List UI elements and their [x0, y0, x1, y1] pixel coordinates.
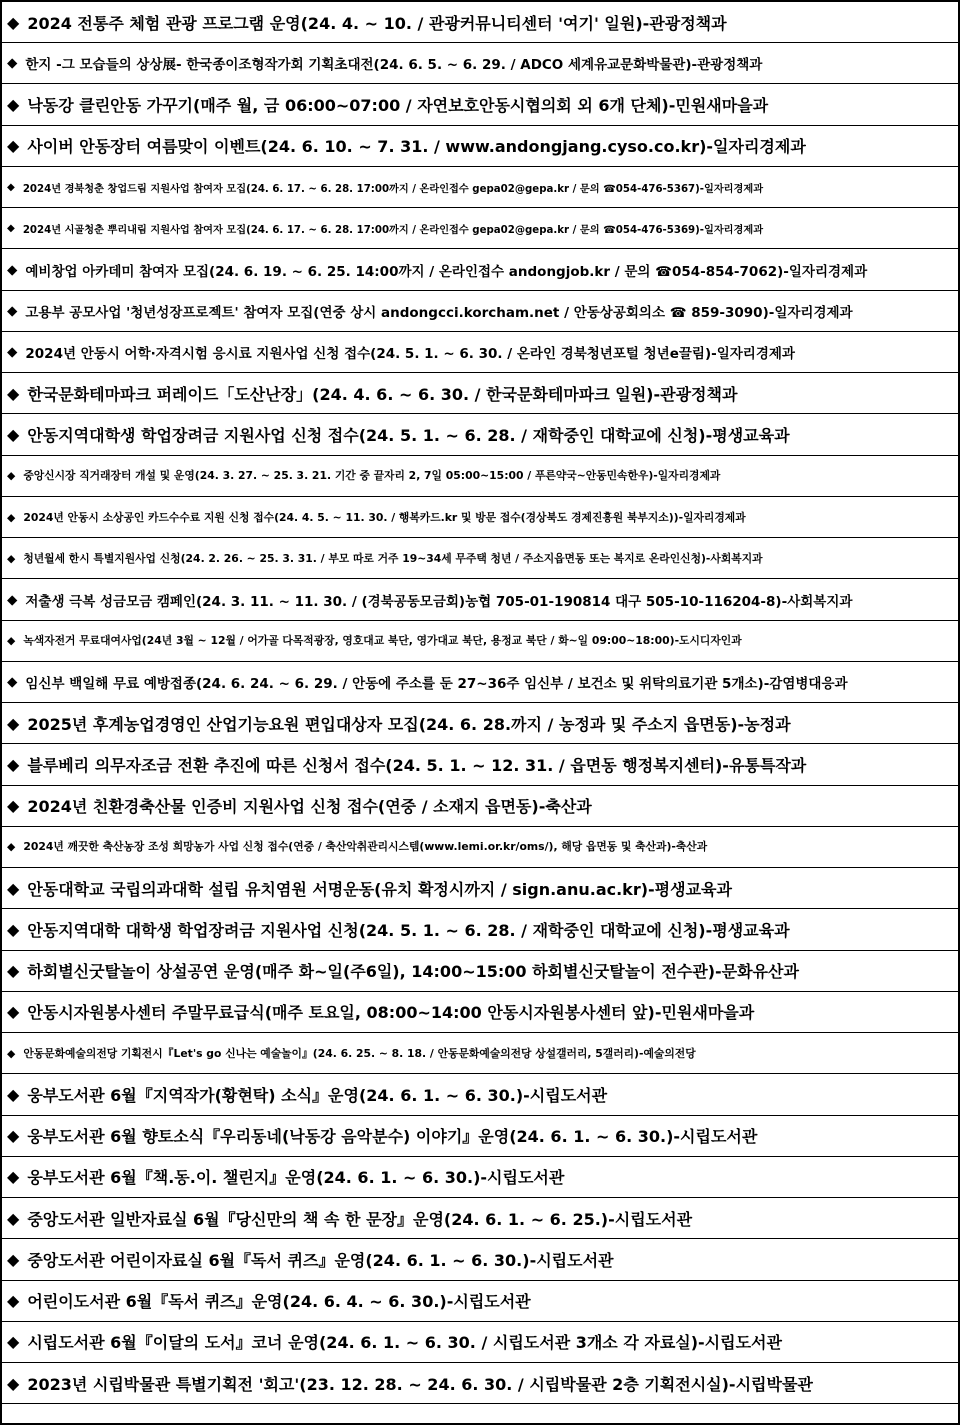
notice-text: 어린이도서관 6월『독서 퀴즈』운영(24. 6. 4. ~ 6. 30.)-시립도서관 — [27, 1292, 531, 1312]
notice-item — [0, 621, 960, 662]
notice-text: 2024년 안동시 소상공인 카드수수료 지원 신청 접수(24. 4. 5. ~ 11. 30. / 행복카드.kr 및 방문 접수(경상북도 경제진흥원 북부지소))-일자리경제과 — [23, 510, 746, 524]
diamond-bullet-icon: ◆ — [7, 95, 20, 115]
notice-text: 2024년 깨끗한 축산농장 조성 희망농가 사업 신청 접수(연중 / 축산악취관리시스템(www.lemi.or.kr/oms/), 해당 읍면동 및 축산과)-축산과 — [23, 840, 708, 854]
diamond-bullet-icon: ◆ — [7, 1126, 20, 1146]
notice-text: 안동문화예술의전당 기획전시『Let's go 신나는 예술놀이』(24. 6. 25. ~ 8. 18. / 안동문화예술의전당 상설갤러리, 5갤러리)-예술의전당 — [23, 1046, 696, 1060]
notice-item — [0, 538, 960, 579]
notice-item — [0, 1033, 960, 1074]
notice-item — [0, 992, 960, 1033]
diamond-bullet-icon: ◆ — [7, 222, 15, 234]
notice-item — [0, 786, 960, 827]
notice-text: 시립도서관 6월『이달의 도서』코너 운영(24. 6. 1. ~ 6. 30. / 시립도서관 3개소 각 자료실)-시립도서관 — [27, 1333, 782, 1353]
diamond-bullet-icon: ◆ — [7, 261, 18, 278]
notice-item — [0, 909, 960, 950]
notice-item — [0, 1281, 960, 1322]
notice-text: 하회별신굿탈놀이 상설공연 운영(매주 화~일(주6일), 14:00~15:00 하회별신굿탈놀이 전수관)-문화유산과 — [27, 962, 799, 982]
diamond-bullet-icon: ◆ — [7, 551, 16, 565]
notice-text: 웅부도서관 6월 향토소식『우리동네(낙동강 음악분수) 이야기』운영(24. 6. 1. ~ 6. 30.)-시립도서관 — [27, 1127, 758, 1147]
notice-text: 안동지역대학 대학생 학업장려금 지원사업 신청(24. 5. 1. ~ 6. 28. / 재학중인 대학교에 신청)-평생교육과 — [27, 920, 790, 940]
diamond-bullet-icon: ◆ — [7, 919, 20, 939]
notice-text: 안동지역대학생 학업장려금 지원사업 신청 접수(24. 5. 1. ~ 6. 28. / 재학중인 대학교에 신청)-평생교육과 — [27, 426, 790, 446]
diamond-bullet-icon: ◆ — [7, 1373, 20, 1393]
notice-text: 2024년 안동시 어학·자격시험 응시료 지원사업 신청 접수(24. 5. 1. ~ 6. 30. / 온라인 경북청년포털 청년e끌림)-일자리경제과 — [25, 346, 795, 363]
diamond-bullet-icon: ◆ — [7, 591, 18, 608]
notice-item — [0, 497, 960, 538]
notice-text: 2024년 경북청춘 창업드림 지원사업 참여자 모집(24. 6. 17. ~ 6. 28. 17:00까지 / 온라인접수 gepa02@gepa.kr / 문의 ☎054-476-5367)-일자리경제과 — [22, 183, 764, 195]
notice-text: 안동시자원봉사센터 주말무료급식(매주 토요일, 08:00~14:00 안동시자원봉사센터 앞)-민원새마을과 — [27, 1003, 755, 1023]
diamond-bullet-icon: ◆ — [7, 755, 20, 774]
notice-item — [0, 1157, 960, 1198]
diamond-bullet-icon: ◆ — [7, 136, 20, 156]
notice-text: 2024 전통주 체험 관광 프로그램 운영(24. 4. ~ 10. / 관광커뮤니티센터 '여기' 일원)-관광정책과 — [27, 13, 727, 33]
notice-item — [0, 744, 960, 785]
notice-item — [0, 373, 960, 414]
diamond-bullet-icon: ◆ — [7, 1291, 20, 1311]
notice-text: 한국문화테마파크 퍼레이드「도산난장」(24. 4. 6. ~ 6. 30. / 한국문화테마파크 일원)-관광정책과 — [27, 384, 738, 404]
diamond-bullet-icon: ◆ — [7, 469, 16, 483]
notice-item — [0, 2, 960, 43]
notice-item — [0, 1363, 960, 1404]
notice-item — [0, 703, 960, 744]
notice-text: 중앙신시장 직거래장터 개설 및 운영(24. 3. 27. ~ 25. 3. 21. 기간 중 끝자리 2, 7일 05:00~15:00 / 푸른약국~안동민속한우)-일자리경제과 — [23, 469, 721, 483]
notice-item — [0, 1322, 960, 1363]
diamond-bullet-icon: ◆ — [7, 181, 15, 193]
notice-item — [0, 414, 960, 455]
notice-text: 중앙도서관 어린이자료실 6월『독서 퀴즈』운영(24. 6. 1. ~ 6. 30.)-시립도서관 — [27, 1250, 614, 1270]
notice-item — [0, 167, 960, 208]
notice-text: 예비창업 아카데미 참여자 모집(24. 6. 19. ~ 6. 25. 14:00까지 / 온라인접수 andongjob.kr / 문의 ☎054-854-7062)-일자리경제과 — [25, 263, 868, 280]
diamond-bullet-icon: ◆ — [7, 1046, 16, 1060]
diamond-bullet-icon: ◆ — [7, 510, 16, 524]
diamond-bullet-icon: ◆ — [7, 796, 20, 816]
notice-item — [0, 84, 960, 125]
diamond-bullet-icon: ◆ — [7, 55, 18, 72]
diamond-bullet-icon: ◆ — [7, 713, 20, 733]
notice-text: 저출생 극복 성금모금 캠페인(24. 3. 11. ~ 11. 30. / (경북공동모금회)농협 705-01-190814 대구 505-10-116204-8)-사회복지과 — [25, 593, 853, 610]
notice-item — [0, 1116, 960, 1157]
diamond-bullet-icon: ◆ — [7, 425, 20, 445]
notice-item — [0, 868, 960, 909]
notice-item — [0, 1198, 960, 1239]
notice-text: 2025년 후계농업경영인 산업기능요원 편입대상자 모집(24. 6. 28.까지 / 농정과 및 주소지 읍면동)-농정과 — [27, 714, 791, 734]
notice-text: 2024년 친환경축산물 인증비 지원사업 신청 접수(연중 / 소재지 읍면동)-축산과 — [27, 797, 592, 817]
notice-item — [0, 208, 960, 249]
diamond-bullet-icon: ◆ — [7, 344, 18, 361]
diamond-bullet-icon: ◆ — [7, 634, 16, 648]
notice-text: 청년월세 한시 특별지원사업 신청(24. 2. 26. ~ 25. 3. 31. / 부모 따로 거주 19~34세 무주택 청년 / 주소지읍면동 또는 복지로 온라인신청)-사회복지과 — [23, 551, 763, 565]
notice-text: 안동대학교 국립의과대학 설립 유치염원 서명운동(유치 확정시까지 / sign.anu.ac.kr)-평생교육과 — [27, 879, 732, 899]
notice-item — [0, 827, 960, 868]
diamond-bullet-icon: ◆ — [7, 1208, 20, 1228]
notice-text: 웅부도서관 6월『지역작가(황현탁) 소식』운영(24. 6. 1. ~ 6. 30.)-시립도서관 — [27, 1085, 608, 1105]
notice-text: 2024년 시골청춘 뿌리내림 지원사업 참여자 모집(24. 6. 17. ~ 6. 28. 17:00까지 / 온라인접수 gepa02@gepa.kr / 문의 ☎054-476-5369)-일자리경제과 — [22, 224, 764, 236]
notice-text: 웅부도서관 6월『책.동.이. 챌린지』운영(24. 6. 1. ~ 6. 30.)-시립도서관 — [27, 1168, 565, 1188]
diamond-bullet-icon: ◆ — [7, 1084, 20, 1104]
notice-item — [0, 662, 960, 703]
diamond-bullet-icon: ◆ — [7, 383, 20, 403]
notice-text: 사이버 안동장터 여름맞이 이벤트(24. 6. 10. ~ 7. 31. / www.andongjang.cyso.co.kr)-일자리경제과 — [27, 137, 806, 157]
diamond-bullet-icon: ◆ — [7, 302, 18, 319]
diamond-bullet-icon: ◆ — [7, 840, 16, 854]
notice-text: 낙동강 클린안동 가꾸기(매주 월, 금 06:00~07:00 / 자연보호안동시협의회 외 6개 단체)-민원새마을과 — [27, 96, 769, 116]
diamond-bullet-icon: ◆ — [7, 1332, 20, 1352]
diamond-bullet-icon: ◆ — [7, 878, 20, 898]
notice-item — [0, 579, 960, 620]
notice-text: 고용부 공모사업 '청년성장프로젝트' 참여자 모집(연중 상시 andongcci.korcham.net / 안동상공회의소 ☎ 859-3090)-일자리경제과 — [25, 304, 853, 321]
notice-item — [0, 1239, 960, 1280]
notice-item — [0, 456, 960, 497]
notice-item — [0, 332, 960, 373]
diamond-bullet-icon: ◆ — [7, 12, 20, 32]
notice-text: 한지 -그 모습들의 상상展- 한국종이조형작가회 기획초대전(24. 6. 5. ~ 6. 29. / ADCO 세계유교문화박물관)-관광정책과 — [25, 57, 763, 74]
diamond-bullet-icon: ◆ — [7, 1167, 20, 1187]
diamond-bullet-icon: ◆ — [7, 1002, 20, 1022]
notice-text: 임신부 백일해 무료 예방접종(24. 6. 24. ~ 6. 29. / 안동에 주소를 둔 27~36주 임신부 / 보건소 및 위탁의료기관 5개소)-감염병대응과 — [25, 676, 848, 693]
diamond-bullet-icon: ◆ — [7, 961, 20, 981]
notice-item — [0, 951, 960, 992]
notice-item — [0, 249, 960, 290]
notice-item — [0, 1074, 960, 1115]
diamond-bullet-icon: ◆ — [7, 674, 18, 691]
notice-text: 2023년 시립박물관 특별기획전 '회고'(23. 12. 28. ~ 24. 6. 30. / 시립박물관 2층 기획전시실)-시립박물관 — [27, 1374, 813, 1394]
notice-item — [0, 291, 960, 332]
notice-item — [0, 126, 960, 167]
notice-item — [0, 43, 960, 84]
notice-text: 녹색자전거 무료대여사업(24년 3월 ~ 12월 / 어가골 다목적광장, 영호대교 북단, 영가대교 북단, 용정교 북단 / 화~일 09:00~18:00)-도시디자인과 — [23, 634, 742, 648]
notice-text: 블루베리 의무자조금 전환 추진에 따른 신청서 접수(24. 5. 1. ~ 12. 31. / 읍면동 행정복지센터)-유통특작과 — [27, 756, 807, 775]
diamond-bullet-icon: ◆ — [7, 1249, 20, 1269]
notice-text: 중앙도서관 일반자료실 6월『당신만의 책 속 한 문장』운영(24. 6. 1. ~ 6. 25.)-시립도서관 — [27, 1209, 693, 1229]
